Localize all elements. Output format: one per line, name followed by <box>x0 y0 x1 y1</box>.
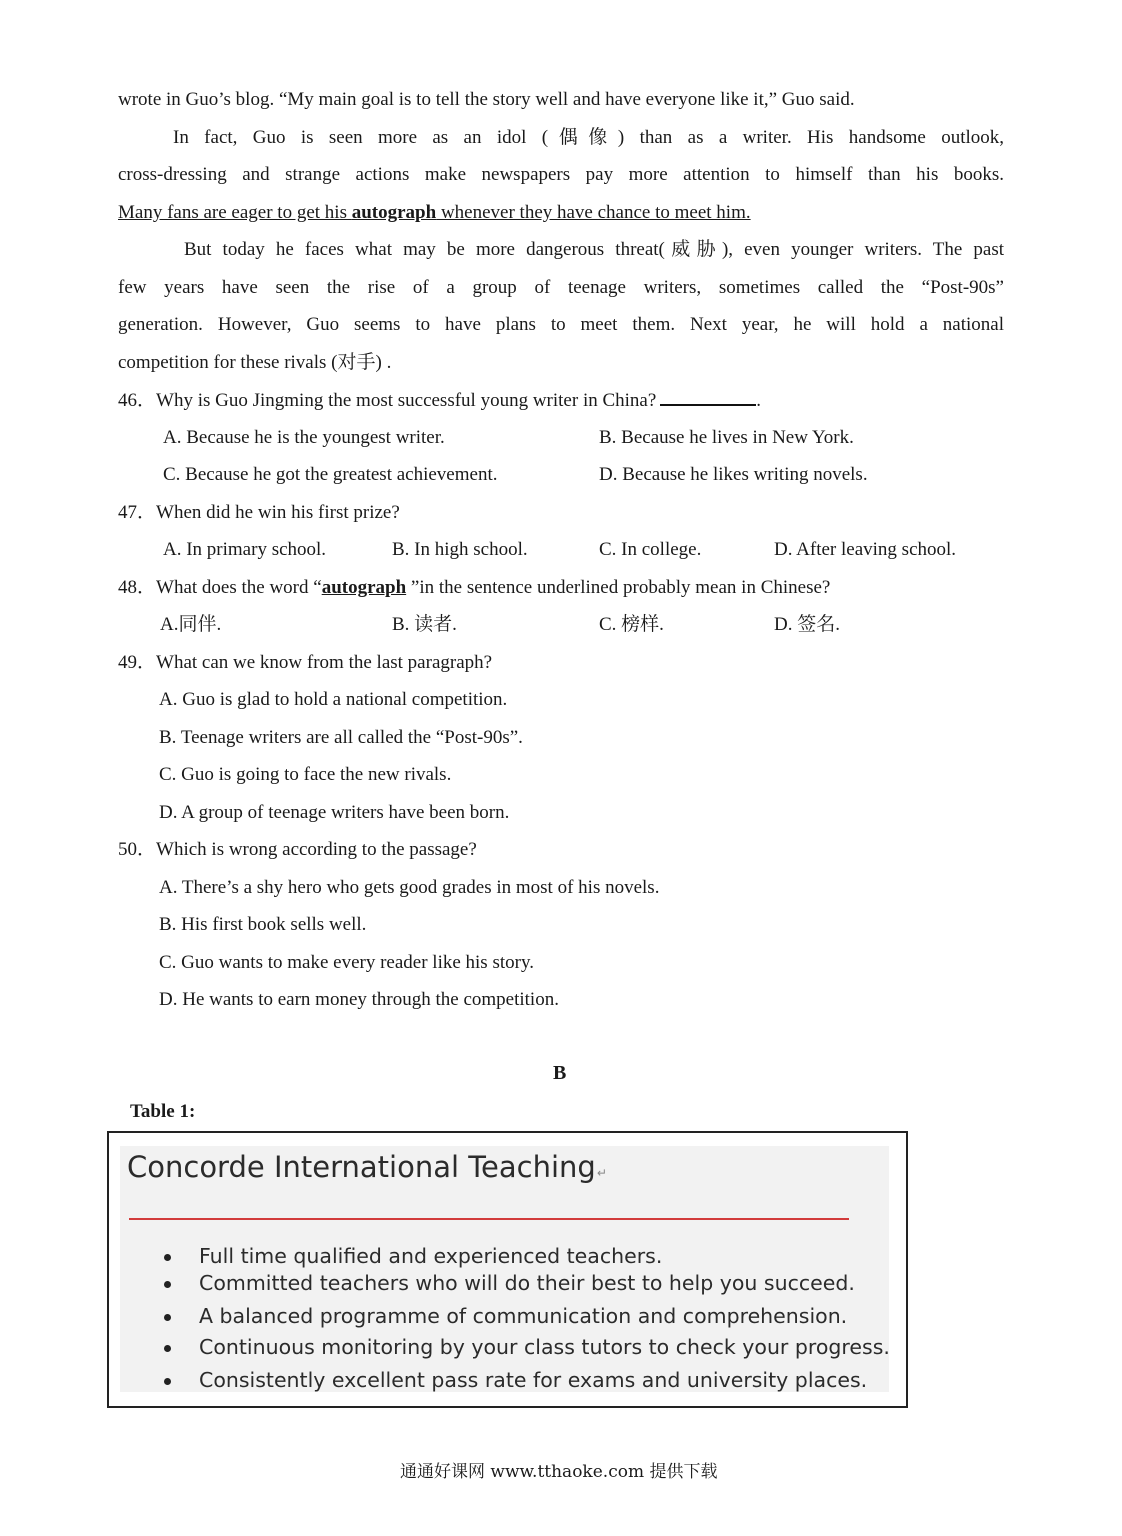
question-number: 50． <box>118 839 157 860</box>
passage-line: few years have seen the rise of a group of teenage writers, sometimes called the “Post-90s” <box>118 277 1004 298</box>
question-number: 46． <box>118 390 157 411</box>
option: A. In primary school. <box>163 539 327 560</box>
option: A.同伴. <box>160 614 222 635</box>
footer-source: 通通好课网 www.tthaoke.com 提供下载 <box>400 1462 718 1482</box>
bullet-icon <box>164 1314 171 1321</box>
option: D. 签名. <box>774 614 840 635</box>
option: C. 榜样. <box>599 614 664 635</box>
list-item-text: Continuous monitoring by your class tutors to check your progress. <box>199 1335 890 1359</box>
advertisement-image <box>120 1146 889 1392</box>
option: C. Guo wants to make every reader like his story. <box>159 952 534 973</box>
underlined-text: whenever they have chance to meet him. <box>436 202 751 223</box>
option: B. Teenage writers are all called the “Post-90s”. <box>159 727 523 748</box>
answer-blank <box>660 388 756 406</box>
advertisement-title <box>127 1150 607 1184</box>
passage-line: But today he faces what may be more dangerous threat(威胁), even younger writers. The past <box>184 239 1004 260</box>
list-item-text: Full time qualified and experienced teachers. <box>199 1244 663 1268</box>
option: A. There’s a shy hero who gets good grades in most of his novels. <box>159 877 660 898</box>
list-item-text: A balanced programme of communication and comprehension. <box>199 1304 848 1328</box>
list-item <box>164 1335 890 1359</box>
divider <box>129 1218 849 1220</box>
list-item <box>164 1304 847 1328</box>
list-item <box>164 1368 867 1392</box>
question-text: What does the word “ <box>156 577 322 598</box>
question-text: When did he win his first prize? <box>156 502 400 523</box>
question-46: 46．Why is Guo Jingming the most successful young writer in China? . <box>118 390 762 411</box>
question-50 <box>118 838 477 862</box>
autograph-keyword: autograph <box>321 577 407 598</box>
list-item <box>164 1244 662 1268</box>
question-text: Which is wrong according to the passage? <box>156 839 477 860</box>
question-text: Why is Guo Jingming the most successful young writer in China? <box>156 390 657 411</box>
option: B. 读者. <box>392 614 457 635</box>
bullet-icon <box>164 1281 171 1288</box>
question-49 <box>118 651 492 675</box>
advertisement-title-text: Concorde International Teaching <box>127 1150 596 1184</box>
option: A. Guo is glad to hold a national competition. <box>159 689 508 710</box>
bullet-icon <box>164 1378 171 1385</box>
passage-line: cross-dressing and strange actions make newspapers pay more attention to himself than his books. <box>118 164 1004 185</box>
option: C. In college. <box>599 539 702 560</box>
passage-line: competition for these rivals (对手) . <box>118 352 392 373</box>
question-text: ”in the sentence underlined probably mean in Chinese? <box>406 577 831 598</box>
option: B. In high school. <box>392 539 528 560</box>
option: B. Because he lives in New York. <box>599 427 854 448</box>
option: D. Because he likes writing novels. <box>599 464 868 485</box>
underlined-sentence <box>118 201 751 225</box>
passage-line: generation. However, Guo seems to have plans to meet them. Next year, he will hold a national <box>118 314 1004 335</box>
option: D. A group of teenage writers have been born. <box>159 802 510 823</box>
list-item-text: Consistently excellent pass rate for exams and university places. <box>199 1368 868 1392</box>
table-label: Table 1: <box>130 1101 196 1122</box>
option: D. After leaving school. <box>774 539 957 560</box>
list-item-text: Committed teachers who will do their best to help you succeed. <box>199 1271 855 1295</box>
passage-line: wrote in Guo’s blog. “My main goal is to tell the story well and have everyone like it,” Guo said. <box>118 89 855 110</box>
autograph-keyword: autograph <box>351 202 437 223</box>
option: C. Because he got the greatest achievement. <box>163 464 498 485</box>
question-text: What can we know from the last paragraph? <box>156 652 493 673</box>
option: D. He wants to earn money through the competition. <box>159 989 559 1010</box>
list-item <box>164 1271 855 1295</box>
passage-line: In fact, Guo is seen more as an idol (偶像) than as a writer. His handsome outlook, <box>173 127 1004 148</box>
section-heading: B <box>553 1062 567 1084</box>
option: C. Guo is going to face the new rivals. <box>159 764 452 785</box>
question-47 <box>118 501 400 525</box>
return-mark-icon: ↵ <box>596 1166 607 1180</box>
advertisement-table <box>107 1131 908 1408</box>
bullet-icon <box>164 1345 171 1352</box>
question-number: 47． <box>118 502 157 523</box>
bullet-icon <box>164 1254 171 1261</box>
question-48 <box>118 576 830 600</box>
option: B. His first book sells well. <box>159 914 367 935</box>
option: A. Because he is the youngest writer. <box>163 427 445 448</box>
question-number: 48． <box>118 577 157 598</box>
question-number: 49． <box>118 652 157 673</box>
underlined-text: Many fans are eager to get his <box>118 202 352 223</box>
